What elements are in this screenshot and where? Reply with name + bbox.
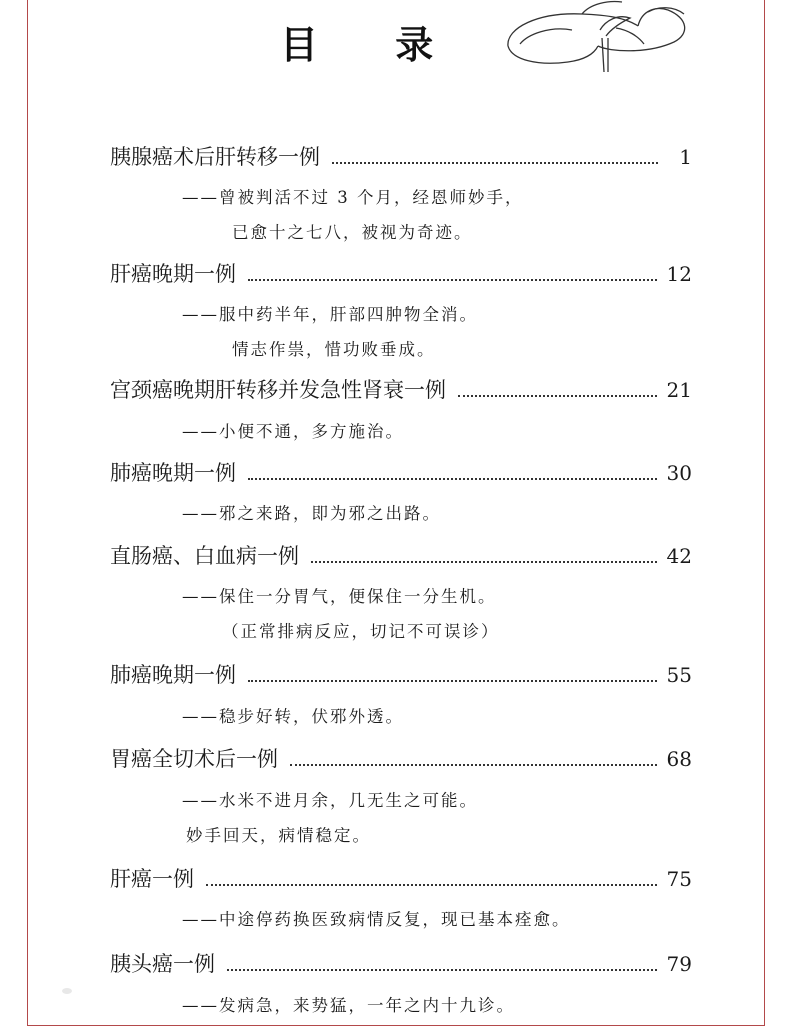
entry-subtitle: ——保住一分胃气，便保住一分生机。 bbox=[182, 587, 497, 606]
entry-page-number: 12 bbox=[666, 262, 692, 286]
entry-title: 肝癌一例 bbox=[110, 867, 194, 891]
entry-page-number: 30 bbox=[666, 461, 692, 485]
entry-page-number: 1 bbox=[679, 145, 692, 169]
dot-leader bbox=[248, 279, 657, 281]
entry-title: 宫颈癌晚期肝转移并发急性肾衰一例 bbox=[110, 378, 446, 402]
entry-title: 胃癌全切术后一例 bbox=[110, 747, 278, 771]
entry-subtitle: ——中途停药换医致病情反复，现已基本痊愈。 bbox=[182, 910, 571, 929]
entry-title: 肝癌晚期一例 bbox=[110, 262, 236, 286]
toc-entry[interactable] bbox=[110, 662, 692, 688]
entry-subtitle: 已愈十之七八，被视为奇迹。 bbox=[232, 223, 473, 242]
toc-list bbox=[110, 0, 710, 1030]
toc-entry[interactable] bbox=[110, 543, 692, 569]
toc-entry[interactable] bbox=[110, 951, 692, 977]
entry-subtitle: ——水米不进月余，几无生之可能。 bbox=[182, 791, 478, 810]
toc-entry[interactable] bbox=[110, 144, 692, 170]
dot-leader bbox=[227, 969, 657, 971]
dot-leader bbox=[248, 478, 657, 480]
dot-leader bbox=[311, 561, 657, 563]
entry-page-number: 79 bbox=[666, 952, 692, 976]
dot-leader bbox=[206, 884, 657, 886]
entry-page-number: 55 bbox=[666, 663, 692, 687]
entry-title: 胰腺癌术后肝转移一例 bbox=[110, 145, 320, 169]
entry-subtitle: （正常排病反应，切记不可误诊） bbox=[222, 622, 500, 641]
entry-subtitle: ——服中药半年，肝部四肿物全消。 bbox=[182, 305, 478, 324]
toc-entry[interactable] bbox=[110, 866, 692, 892]
dot-leader bbox=[458, 395, 657, 397]
entry-subtitle: ——小便不通，多方施治。 bbox=[182, 422, 404, 441]
entry-title: 肺癌晚期一例 bbox=[110, 461, 236, 485]
entry-subtitle: ——邪之来路，即为邪之出路。 bbox=[182, 504, 441, 523]
toc-entry[interactable] bbox=[110, 261, 692, 287]
dot-leader bbox=[332, 162, 658, 164]
page-title: 目 录 bbox=[280, 23, 466, 67]
scan-speck bbox=[62, 988, 72, 994]
entry-title: 直肠癌、白血病一例 bbox=[110, 544, 299, 568]
entry-page-number: 75 bbox=[666, 867, 692, 891]
entry-page-number: 21 bbox=[666, 378, 692, 402]
toc-entry[interactable] bbox=[110, 460, 692, 486]
entry-page-number: 68 bbox=[666, 747, 692, 771]
toc-entry[interactable] bbox=[110, 746, 692, 772]
entry-subtitle: ——曾被判活不过 3 个月，经恩师妙手， bbox=[182, 188, 524, 207]
entry-subtitle: ——稳步好转，伏邪外透。 bbox=[182, 707, 404, 726]
entry-subtitle: 妙手回天，病情稳定。 bbox=[186, 826, 371, 845]
dot-leader bbox=[248, 680, 657, 682]
entry-title: 胰头癌一例 bbox=[110, 952, 215, 976]
toc-entry[interactable] bbox=[110, 377, 692, 403]
entry-page-number: 42 bbox=[666, 544, 692, 568]
entry-subtitle: 情志作祟，惜功败垂成。 bbox=[232, 340, 436, 359]
dot-leader bbox=[290, 764, 657, 766]
entry-title: 肺癌晚期一例 bbox=[110, 663, 236, 687]
entry-subtitle: ——发病急，来势猛，一年之内十九诊。 bbox=[182, 996, 515, 1015]
